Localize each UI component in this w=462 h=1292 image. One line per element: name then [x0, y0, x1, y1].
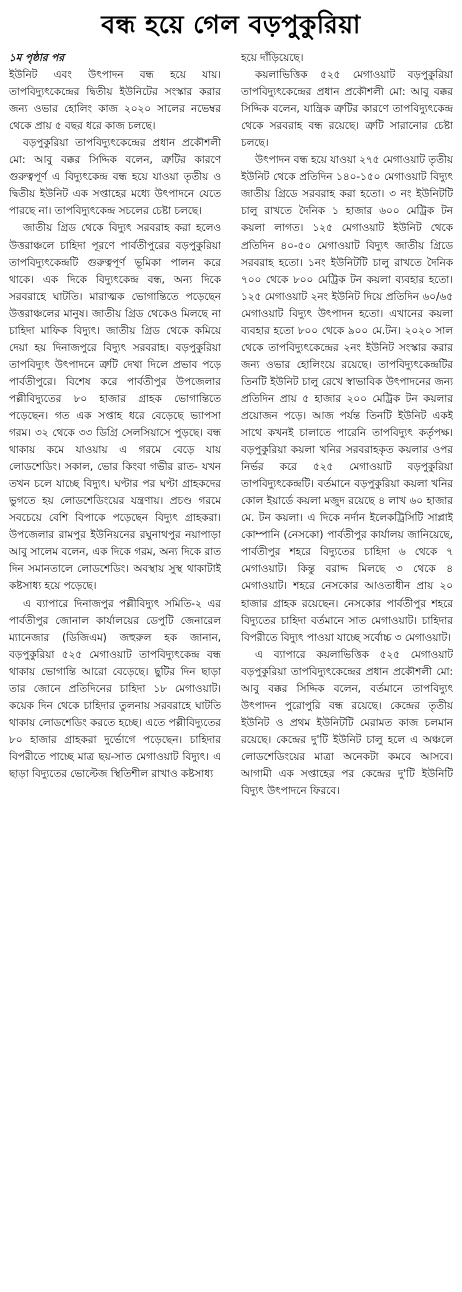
paragraph: হয়ে দাঁড়িয়েছে। [241, 52, 304, 64]
paragraph: উৎপাদন বন্ধ হয়ে যাওয়া ২৭৫ মেগাওয়াট তৃতীয় ইউনিট থেকে প্রতিদিন ১৪০-১৫০ মেগাওয়াট বিদ্যুৎ জাতীয় গ্রিডে সরবরাহ করা হতো। ৩ নং ইউনিটটি চালু রাখতে দৈনিক ১ হাজার ৬০০ মেট্রিক টন কয়লা লাগত। ১২৫ মেগাওয়াট ইউনিট থেকে প্রতিদিন ৪০-৫০ মেগাওয়াট বিদ্যুৎ জাতীয় গ্রিডে সরবরাহ হতো। ১নং ইউনিটটি চালু রাখতে দৈনিক ৭০০ থেকে ৮০০ মেট্রিক টন কয়লা ব্যবহার হতো। ১২৫ মেগাওয়াট ২নং ইউনিট দিয়ে প্রতিদিন ৬০/৬৫ মেগাওয়াট বিদ্যুৎ উৎপাদন হতো। এখানের কয়লা ব্যবহার হতো ৮০০ থেকে ৯০০ মে.টন। ২০২০ সাল থেকে তাপবিদ্যুৎকেন্দ্রের ২নং ইউনিট সংস্কার করার জন্য ওভার হোলিংয়ে রয়েছে। তাপবিদ্যুৎকেন্দ্রটির তিনটি ইউনিট চালু রেখে স্বাভাবিক উৎপাদনের জন্য প্রতিদিন প্রায় ৫ হাজার ২০০ মেট্রিক টন কয়লার প্রয়োজন পড়ে। আজ পর্যন্ত তিনটি ইউনিট একই সাথে কখনই চালাতে পারেনি তাপবিদ্যুৎ কর্তৃপক্ষ। বড়পুকুরিয়া কয়লা খনির সরবরাহকৃত কয়লার ওপর নির্ভর করে ৫২৫ মেগাওয়াট বড়পুকুরিয়া তাপবিদ্যুৎকেন্দ্রটি। বর্তমানে বড়পুকুরিয়া কয়লা খনির কোল ইয়ার্ডে কয়লা মজুদ রয়েছে ৪ লাখ ৬০ হাজার মে. টন কয়লা। এ দিকে নর্দান ইলেকট্রিসিটি সাপ্লাই কোম্পানি (নেসকো) পার্বতীপুর কার্যালয় জানিয়েছে, পার্বতীপুর শহরে বিদ্যুতের চাহিদা ৬ থেকে ৭ মেগাওয়াট। কিন্তু বরাদ্দ মিলছে ৩ থেকে ৪ মেগাওয়াট। শহরে নেসকোর আওতাধীন প্রায় ২০ হাজার গ্রাহক রয়েছেন। নেসকোর পার্বতীপুর শহরে বিদ্যুতের চাহিদা বর্তমানে সাত মেগাওয়াট। চাহিদার বিপরীতে বিদ্যুৎ পাওয়া যাচ্ছে সর্বোচ্চ ৩ মেগাওয়াট। [241, 154, 453, 644]
paragraph: এ ব্যাপারে কয়লাভিত্তিক ৫২৫ মেগাওয়াট বড়পুকুরিয়া তাপবিদ্যুৎকেন্দ্রের প্রধান প্রকৌশলী মো: আবু বক্কর সিদ্দিক বলেন, বর্তমানে তাপবিদ্যুৎ উৎপাদন পুরোপুরি বন্ধ রয়েছে। কেন্দ্রের তৃতীয় ইউনিট ও প্রথম ইউনিটটি মেরামত কাজ চলমান রয়েছে। কেন্দ্রের দু'টি ইউনিট চালু হলে এ অঞ্চলে লোডশেডিংয়ের মাত্রা অনেকটা কমবে আসবে। আগামী এক সপ্তাহের পর কেন্দ্রের দু'টি ইউনিটি বিদ্যুৎ উৎপাদনে ফিরবে। [241, 648, 453, 798]
article-body [0, 50, 462, 1292]
left-column [9, 50, 221, 1290]
right-column [241, 50, 453, 1290]
paragraph: এ ব্যাপারে দিনাজপুর পল্লীবিদ্যুৎ সমিতি-২ এর পার্বতীপুর জোনাল কার্যালয়ের ডেপুটি জেনারেল ম্যানেজার (ডিজিএম) জহুরুল হক জানান, বড়পুকুরিয়া ৫২৫ মেগাওয়াট তাপবিদ্যুৎকেন্দ্র বন্ধ থাকায় ভোগান্তি আরো বেড়েছে। ছুটির দিন ছাড়া তার জোনে প্রতিদিনের চাহিদা ১৮ মেগাওয়াট। কয়েক দিন থেকে চাহিদার তুলনায় সরবরাহে ঘাটতি থাকায় লোডশেডিং করতে হচ্ছে। এতে পল্লীবিদ্যুতের ৮০ হাজার গ্রাহকরা দুর্ভোগে পড়েছেন। চাহিদার বিপরীতে পাচ্ছে মাত্র ছয়-সাত মেগাওয়াট বিদ্যুৎ। এ ছাড়া বিদ্যুতের ভোল্টেজ স্থিতিশীল রাখাও কষ্টসাধ্য [9, 597, 221, 780]
paragraph: বড়পুকুরিয়া তাপবিদ্যুৎকেন্দ্রের প্রধান প্রকৌশলী মো: আবু বক্কর সিদ্দিক বলেন, ত্রুটির কারণে গুরুত্বপূর্ণ এ বিদ্যুৎকেন্দ্র বন্ধ হয়ে যাওয়া তৃতীয় ও দ্বিতীয় ইউনিট এক সপ্তাহের মধ্যে উৎপাদনে যেতে পারছে না। তাপবিদ্যুৎকেন্দ্র সচলের চেষ্টা চলছে। [9, 137, 221, 218]
paragraph: ইউনিট এবং উৎপাদন বন্ধ হয়ে যায়। তাপবিদ্যুৎকেন্দ্রের দ্বিতীয় ইউনিটের সংস্কার করার জন্য ওভার হোলিং কাজ ২০২০ সালের নভেম্বর থেকে প্রায় ৫ বছর ধরে কাজ চলছে। [9, 69, 221, 133]
paragraph: জাতীয় গ্রিড থেকে বিদ্যুৎ সরবরাহ করা হলেও উত্তরাঞ্চলে চাহিদা পূরণে পার্বতীপুরের বড়পুকুরিয়া তাপবিদ্যুৎকেন্দ্রটি গুরুত্বপূর্ণ ভূমিকা পালন করে থাকে। এক দিকে বিদ্যুৎকেন্দ্র বন্ধ, অন্য দিকে সরবরাহে ঘাটতি। মারাত্মক ভোগান্তিতে পড়েছেন উত্তরাঞ্চলের মানুষ। জাতীয় গ্রিড থেকেও মিলছে না চাহিদা মাফিক বিদ্যুৎ। জাতীয় গ্রিড থেকে কমিয়ে দেয়া হয় দিনাজপুরে বিদ্যুৎ সরবরাহ। বড়পুকুরিয়া তাপবিদ্যুৎ উৎপাদনে ত্রুটি দেখা দিলে প্রভাব পড়ে পার্বতীপুরে। বিশেষ করে পার্বতীপুর উপজেলার পল্লীবিদ্যুতের ৮০ হাজার গ্রাহক ভোগান্তিতে পড়েছেন। গত এক সপ্তাহ ধরে বেড়েছে ভ্যাপসা গরম। ৩২ থেকে ৩৩ ডিগ্রি সেলসিয়াসে পুড়ছে। বন্ধ থাকায় কমে যাওয়ায় এ গরমে বেড়ে যায় লোডশেডিং। সকাল, ভোর কিংবা গভীর রাত- যখন তখন চলে যাচ্ছে বিদ্যুৎ। ঘণ্টার পর ঘণ্টা গ্রাহকদের ভুগতে হয় লোডশেডিংয়ের যন্ত্রণায়। প্রচণ্ড গরমে সবচেয়ে বেশি বিপাকে পড়েছেন বিদ্যুৎ গ্রাহকরা। উপজেলার রামপুর ইউনিয়নের রঘুনাথপুর নয়াপাড়া আবু সালেম বলেন, এক দিকে গরম, অন্য দিকে রাত দিন সমানতালে লোডশেডিং। অবস্থায় সুস্থ থাকাটাই কষ্টসাধ্য হয়ে পড়েছে। [9, 222, 221, 593]
paragraph: কয়লাভিত্তিক ৫২৫ মেগাওয়াট বড়পুকুরিয়া তাপবিদ্যুৎকেন্দ্রের প্রধান প্রকৌশলী মো: আবু বক্কর সিদ্দিক বলেন, যান্ত্রিক ত্রুটির কারণে তাপবিদ্যুৎকেন্দ্র থেকে সরবরাহ বন্ধ রয়েছে। ত্রুটি সারানোর চেষ্টা চলছে। [241, 69, 453, 150]
article-headline: বন্ধ হয়ে গেল বড়পুকুরিয়া [101, 10, 361, 39]
continued-from-label: ১ম পৃষ্ঠার পর [9, 52, 65, 64]
